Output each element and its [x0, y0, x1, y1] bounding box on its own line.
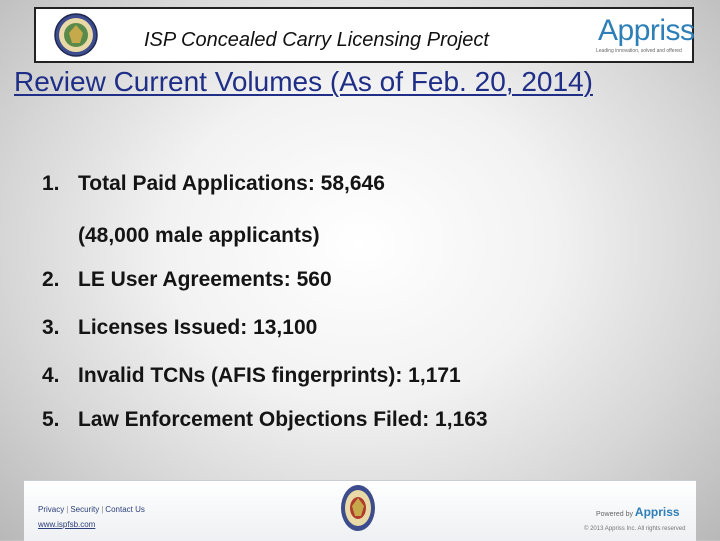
- stat-text: Total Paid Applications: 58,646: [78, 172, 385, 195]
- stat-text: LE User Agreements: 560: [78, 268, 332, 291]
- footer-url-link[interactable]: www.ispfsb.com: [38, 520, 96, 529]
- powered-by-brand: Appriss: [634, 505, 680, 519]
- stat-item-paid-applications: [42, 172, 385, 196]
- footer-links: Privacy | Security | Contact Us: [38, 505, 145, 514]
- privacy-link[interactable]: Privacy: [38, 505, 65, 514]
- stat-item-le-user-agreements: [42, 268, 332, 292]
- stat-number: 1.: [42, 172, 60, 195]
- stat-number: 3.: [42, 316, 60, 339]
- appriss-tagline: Leading innovation, solved and offered: [596, 48, 682, 54]
- stat-text: Invalid TCNs (AFIS fingerprints): 1,171: [78, 364, 461, 387]
- stat-text: (48,000 male applicants): [78, 224, 320, 247]
- isp-seal-icon: [54, 13, 98, 57]
- stat-number: 5.: [42, 408, 60, 431]
- security-link[interactable]: Security: [70, 505, 100, 514]
- stat-text: Licenses Issued: 13,100: [78, 316, 318, 339]
- stat-item-invalid-tcns: [42, 364, 461, 388]
- contact-us-link[interactable]: Contact Us: [105, 505, 145, 514]
- appriss-logo-text: Appriss: [598, 14, 695, 47]
- stat-number: 2.: [42, 268, 60, 291]
- stat-item-le-objections: [42, 408, 488, 432]
- slide-header: [34, 7, 694, 63]
- stat-text: Law Enforcement Objections Filed: 1,163: [78, 408, 488, 431]
- slide-footer: [24, 480, 696, 541]
- appriss-logo: [584, 12, 695, 58]
- stat-item-licenses-issued: [42, 316, 317, 340]
- page-title: Review Current Volumes (As of Feb. 20, 2014): [14, 66, 593, 97]
- header-title: ISP Concealed Carry Licensing Project: [144, 29, 489, 51]
- stat-number: 4.: [42, 364, 60, 387]
- copyright-text: © 2013 Appriss Inc. All rights reserved: [584, 526, 686, 532]
- powered-by: [596, 505, 680, 519]
- powered-by-label: Powered by: [596, 511, 633, 518]
- footer-seal-icon: [340, 484, 376, 532]
- stat-item-male-applicants: [42, 224, 320, 248]
